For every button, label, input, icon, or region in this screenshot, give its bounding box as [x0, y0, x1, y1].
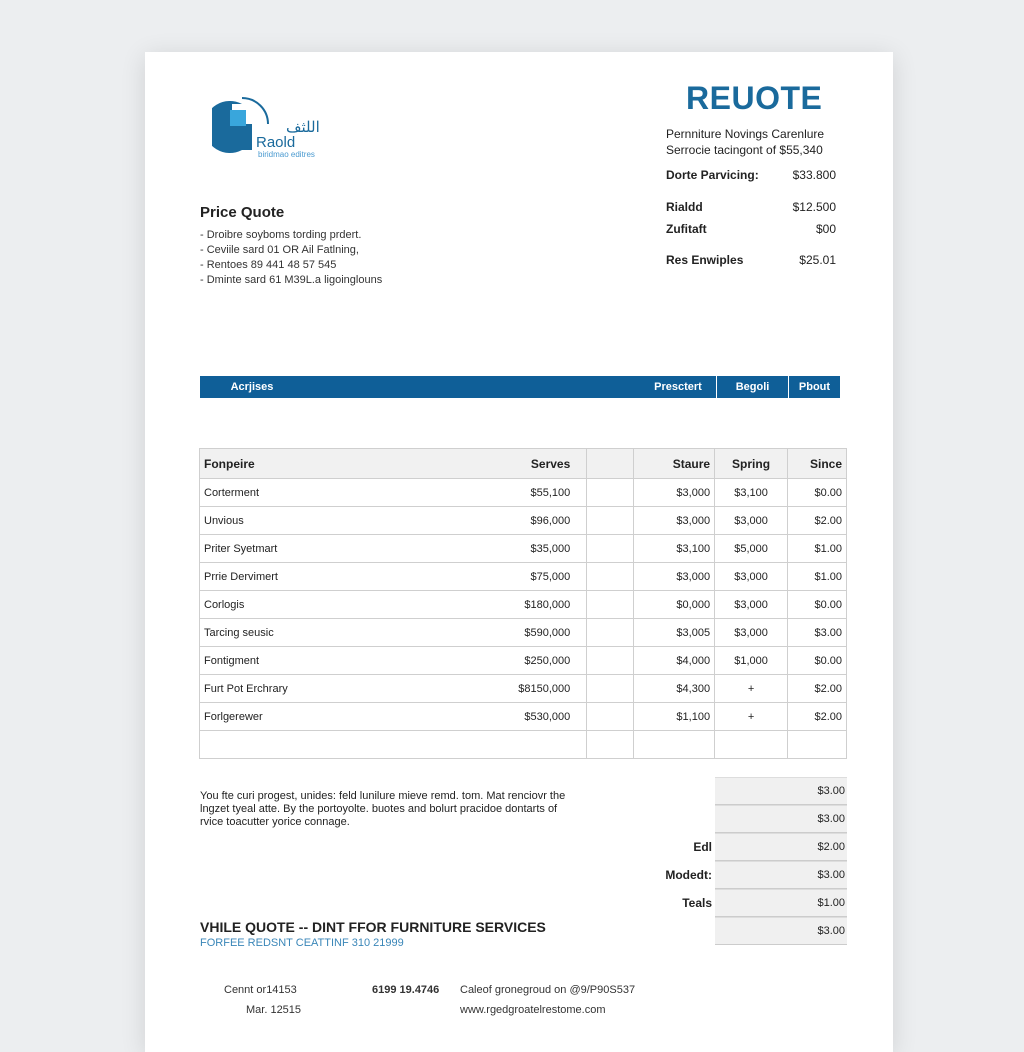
footer-date: Mar. 12515 [246, 1004, 302, 1016]
summary-row [666, 222, 836, 236]
section-heading: Price Quote [200, 204, 285, 221]
cell: $1,100 [634, 703, 715, 731]
cell [200, 675, 587, 703]
table-row [200, 675, 847, 703]
header-label: Serves [530, 456, 571, 471]
intro-line: Serrocie tacingont of $55,340 [666, 143, 823, 157]
cell [200, 507, 587, 535]
cell: $3,000 [715, 507, 788, 535]
bar-label: Begoli [716, 376, 788, 398]
summary-row [666, 200, 836, 214]
bullet-item: - Droibre soyboms tording prdert. [200, 229, 362, 241]
table-row [200, 563, 847, 591]
total-value: $2.00 [715, 833, 847, 861]
cell [200, 479, 587, 507]
column-header [200, 449, 587, 479]
bar-label: Acrjises [230, 381, 274, 393]
cell: $3,005 [634, 619, 715, 647]
bullet-item: - Ceviile sard 01 OR Ail Fatlning, [200, 244, 359, 256]
cell [200, 619, 587, 647]
cell: $3,000 [715, 591, 788, 619]
intro-text [666, 126, 824, 158]
table-row [200, 591, 847, 619]
header-label: Fonpeire [204, 456, 255, 471]
cell: $3,000 [634, 479, 715, 507]
summary-value: $25.01 [799, 253, 836, 267]
cell: $4,000 [634, 647, 715, 675]
cell [200, 591, 587, 619]
item-name: Prrie Dervimert [204, 570, 278, 583]
bullet-item: - Dminte sard 61 M39L.a ligoinglouns [200, 274, 383, 286]
cell: $1.00 [788, 535, 847, 563]
table-header-row [200, 449, 847, 479]
pricing-table [199, 448, 847, 759]
bullet-list [200, 228, 382, 288]
cell [587, 647, 634, 675]
cell: $3,100 [715, 479, 788, 507]
footer-website[interactable]: www.rgedgroatelrestome.com [460, 1004, 606, 1016]
table-row [200, 535, 847, 563]
footer-email: Caleof gronegroud on @9/P90S537 [460, 984, 636, 996]
summary-row [666, 168, 836, 182]
bar-label: Pbout [788, 376, 840, 398]
total-value: $1.00 [715, 889, 847, 917]
column-header: Staure [634, 449, 715, 479]
footer-heading: VHILE QUOTE -- DINT FFOR FURNITURE SERVICES [200, 919, 546, 935]
item-price: $35,000 [530, 542, 571, 555]
item-price: $8150,000 [518, 682, 571, 695]
summary-label: Res Enwiples [666, 253, 744, 267]
table-row [200, 647, 847, 675]
item-price: $590,000 [524, 626, 571, 639]
cell: $3.00 [788, 619, 847, 647]
summary-value: $12.500 [792, 200, 836, 214]
cell: $4,300 [634, 675, 715, 703]
summary-row [666, 253, 836, 267]
cell [587, 535, 634, 563]
summary-label: Dorte Parvicing: [666, 168, 759, 182]
footer-phone: 6199 19.4746 [372, 984, 440, 996]
item-name: Unvious [204, 514, 244, 527]
table-row [200, 703, 847, 731]
summary-label: Zufitaft [666, 222, 707, 236]
totals-box [715, 777, 847, 945]
cell: $3,000 [715, 619, 788, 647]
cell [587, 507, 634, 535]
total-label: Edl [693, 840, 712, 854]
cell: $1.00 [788, 563, 847, 591]
bar-label: Presctert [654, 381, 702, 393]
document-title: REUOTE [686, 80, 823, 116]
cell: $3,000 [715, 563, 788, 591]
cell: $0.00 [788, 591, 847, 619]
column-header: Spring [715, 449, 788, 479]
total-label: Teals [682, 896, 712, 910]
column-header [587, 449, 634, 479]
cell: $0.00 [788, 479, 847, 507]
cell [587, 479, 634, 507]
item-name: Fontigment [204, 654, 260, 667]
summary-value: $00 [815, 222, 836, 236]
item-name: Forlgerewer [204, 710, 263, 723]
total-value: $3.00 [715, 861, 847, 889]
footer-subheading: FORFEE REDSNT CEATTINF 310 21999 [200, 937, 404, 949]
item-name: Corlogis [204, 598, 245, 611]
intro-line: Pernniture Novings Carenlure [666, 127, 825, 141]
cell: $3,100 [634, 535, 715, 563]
summary-value: $33.800 [792, 168, 836, 182]
item-name: Furt Pot Erchrary [204, 682, 288, 695]
summary-label: Rialdd [666, 200, 703, 214]
cell [587, 591, 634, 619]
cell: $2.00 [788, 507, 847, 535]
cell: $3,000 [634, 507, 715, 535]
cell: $2.00 [788, 703, 847, 731]
item-price: $75,000 [530, 570, 571, 583]
item-price: $180,000 [524, 598, 571, 611]
logo-tagline: biridmao editres [258, 150, 315, 159]
item-price: $55,100 [530, 486, 571, 499]
logo-name: Raold [256, 134, 296, 151]
item-name: Tarcing seusic [204, 626, 274, 639]
item-price: $250,000 [524, 654, 571, 667]
cell: $1,000 [715, 647, 788, 675]
item-price: $96,000 [530, 514, 571, 527]
logo-arabic-text: اللثف [286, 119, 320, 136]
cell [200, 535, 587, 563]
column-header: Since [788, 449, 847, 479]
cell [587, 675, 634, 703]
item-name: Corterment [204, 486, 260, 499]
table-row [200, 507, 847, 535]
cell: $2.00 [788, 675, 847, 703]
cell: $3,000 [634, 563, 715, 591]
cell [587, 563, 634, 591]
empty-row [200, 731, 847, 759]
cell [200, 703, 587, 731]
table-row [200, 619, 847, 647]
cell [200, 563, 587, 591]
total-label: Modedt: [665, 868, 712, 882]
cell: $0,000 [634, 591, 715, 619]
bullet-item: - Rentoes 89 441 48 57 545 [200, 259, 337, 271]
total-value: $3.00 [715, 917, 847, 945]
company-logo [212, 94, 352, 164]
item-name: Priter Syetmart [204, 542, 278, 555]
cell: + [715, 675, 788, 703]
note-text: You fte curi progest, unides: feld lunilure mieve remd. tom. Mat renciovr the lngzet tyeal atte. By the portoyolte. buotes and bolurt pracidoe dontarts of rvice toacutter yorice connage. [200, 790, 566, 828]
footer-contact: Cennt or14153 [224, 984, 297, 996]
cell [200, 647, 587, 675]
total-value: $3.00 [715, 777, 847, 805]
cell: $5,000 [715, 535, 788, 563]
item-price: $530,000 [524, 710, 571, 723]
cell [587, 703, 634, 731]
section-bar [200, 376, 840, 398]
total-value: $3.00 [715, 805, 847, 833]
cell: $0.00 [788, 647, 847, 675]
table-row [200, 479, 847, 507]
cell: + [715, 703, 788, 731]
cell [587, 619, 634, 647]
